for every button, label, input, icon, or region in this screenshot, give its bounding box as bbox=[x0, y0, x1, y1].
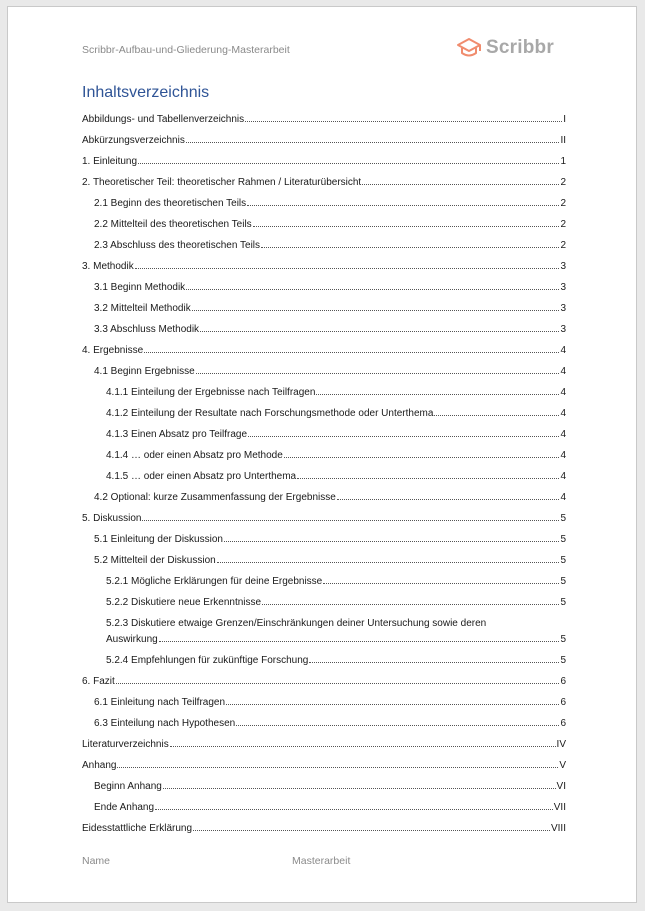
dot-leader bbox=[217, 561, 560, 563]
toc-entry-text: 3.2 Mittelteil Methodik bbox=[94, 303, 191, 314]
toc-entry[interactable] bbox=[82, 645, 566, 666]
table-of-contents bbox=[82, 104, 566, 834]
document-page bbox=[7, 6, 637, 903]
toc-entry-text: 3. Methodik bbox=[82, 261, 134, 272]
toc-page-number: 5 bbox=[560, 576, 566, 587]
toc-entry-text: 5.2.3 Diskutiere etwaige Grenzen/Einschränkungen deiner Untersuchung sowie deren bbox=[106, 618, 487, 629]
toc-page-number: 2 bbox=[560, 177, 566, 188]
dot-leader bbox=[138, 162, 559, 164]
dot-leader bbox=[316, 393, 559, 395]
toc-entry[interactable] bbox=[82, 440, 566, 461]
toc-entry[interactable] bbox=[82, 771, 566, 792]
toc-page-number: 5 bbox=[560, 555, 566, 566]
toc-page-number: 6 bbox=[560, 676, 566, 687]
toc-page-number: 4 bbox=[560, 450, 566, 461]
footer-title: Masterarbeit bbox=[292, 855, 351, 867]
toc-entry[interactable] bbox=[82, 104, 566, 125]
toc-page-number: 5 bbox=[560, 655, 566, 666]
dot-leader bbox=[116, 682, 560, 684]
toc-entry-text: Eidesstattliche Erklärung bbox=[82, 823, 193, 834]
scribbr-logo bbox=[456, 37, 554, 59]
dot-leader bbox=[192, 309, 560, 311]
toc-page-number: 3 bbox=[560, 324, 566, 335]
toc-entry-text: 4.1.5 … oder einen Absatz pro Unterthema bbox=[106, 471, 297, 482]
dot-leader bbox=[163, 787, 556, 789]
toc-entry-text: Anhang bbox=[82, 760, 117, 771]
toc-entry-text: 4.1.4 … oder einen Absatz pro Methode bbox=[106, 450, 283, 461]
dot-leader bbox=[434, 414, 559, 416]
dot-leader bbox=[226, 703, 559, 705]
toc-entry[interactable] bbox=[82, 377, 566, 398]
dot-leader bbox=[186, 288, 559, 290]
toc-entry-text: 4.1 Beginn Ergebnisse bbox=[94, 366, 195, 377]
toc-page-number: 4 bbox=[560, 387, 566, 398]
toc-page-number: IV bbox=[556, 739, 566, 750]
toc-entry[interactable] bbox=[82, 813, 566, 834]
toc-entry[interactable] bbox=[82, 461, 566, 482]
toc-entry-text: 6.3 Einteilung nach Hypothesen bbox=[94, 718, 236, 729]
toc-page-number: 2 bbox=[560, 240, 566, 251]
logo-text: Scribbr bbox=[486, 37, 554, 58]
dot-leader bbox=[284, 456, 560, 458]
toc-page-number: 6 bbox=[560, 718, 566, 729]
dot-leader bbox=[248, 435, 559, 437]
toc-entry[interactable] bbox=[82, 666, 566, 687]
toc-entry-text-continued: Auswirkung bbox=[106, 634, 158, 645]
toc-entry-text: 1. Einleitung bbox=[82, 156, 138, 167]
toc-page-number: 2 bbox=[560, 219, 566, 230]
toc-entry[interactable] bbox=[82, 792, 566, 813]
toc-entry-text: 3.1 Beginn Methodik bbox=[94, 282, 186, 293]
toc-page-number: II bbox=[560, 135, 566, 146]
toc-entry[interactable] bbox=[82, 608, 566, 645]
toc-entry[interactable] bbox=[82, 482, 566, 503]
toc-entry[interactable] bbox=[82, 146, 566, 167]
toc-entry-text: Abkürzungsverzeichnis bbox=[82, 135, 185, 146]
toc-heading: Inhaltsverzeichnis bbox=[82, 84, 210, 101]
toc-page-number: V bbox=[559, 760, 566, 771]
toc-entry-text: 5. Diskussion bbox=[82, 513, 142, 524]
dot-leader bbox=[117, 766, 558, 768]
toc-entry[interactable] bbox=[82, 687, 566, 708]
dot-leader bbox=[262, 603, 559, 605]
toc-entry[interactable] bbox=[82, 125, 566, 146]
toc-page-number: 3 bbox=[560, 261, 566, 272]
toc-page-number: 5 bbox=[560, 513, 566, 524]
toc-page-number: 3 bbox=[560, 303, 566, 314]
toc-entry[interactable] bbox=[82, 503, 566, 524]
toc-page-number: 4 bbox=[560, 345, 566, 356]
dot-leader bbox=[155, 808, 553, 810]
toc-page-number: 6 bbox=[560, 697, 566, 708]
dot-leader bbox=[247, 204, 559, 206]
toc-entry[interactable] bbox=[82, 335, 566, 356]
toc-page-number: 1 bbox=[560, 156, 566, 167]
toc-page-number: 4 bbox=[560, 471, 566, 482]
toc-page-number: 3 bbox=[560, 282, 566, 293]
dot-leader bbox=[236, 724, 559, 726]
toc-page-number: 5 bbox=[560, 634, 566, 645]
dot-leader bbox=[186, 141, 560, 143]
toc-entry-text: 4.2 Optional: kurze Zusammenfassung der Ergebnisse bbox=[94, 492, 336, 503]
toc-entry[interactable] bbox=[82, 545, 566, 566]
toc-page-number: 5 bbox=[560, 534, 566, 545]
toc-entry-text: 5.2.2 Diskutiere neue Erkenntnisse bbox=[106, 597, 262, 608]
toc-entry[interactable] bbox=[82, 293, 566, 314]
toc-entry-text: 4.1.1 Einteilung der Ergebnisse nach Teilfragen bbox=[106, 387, 316, 398]
dot-leader bbox=[261, 246, 559, 248]
toc-page-number: I bbox=[563, 114, 566, 125]
toc-entry[interactable] bbox=[82, 188, 566, 209]
dot-leader bbox=[196, 372, 560, 374]
toc-entry-text: 5.2.4 Empfehlungen für zukünftige Forschung bbox=[106, 655, 309, 666]
dot-leader bbox=[362, 183, 559, 185]
toc-entry-text: Beginn Anhang bbox=[94, 781, 162, 792]
toc-entry-text: 2.3 Abschluss des theoretischen Teils bbox=[94, 240, 261, 251]
dot-leader bbox=[297, 477, 559, 479]
dot-leader bbox=[142, 519, 559, 521]
toc-entry-text: 2. Theoretischer Teil: theoretischer Rahmen / Literaturübersicht bbox=[82, 177, 362, 188]
toc-entry[interactable] bbox=[82, 272, 566, 293]
header-title: Scribbr-Aufbau-und-Gliederung-Masterarbeit bbox=[82, 44, 290, 56]
toc-entry[interactable] bbox=[82, 587, 566, 608]
toc-entry-text: Literaturverzeichnis bbox=[82, 739, 169, 750]
toc-entry-text: 5.1 Einleitung der Diskussion bbox=[94, 534, 223, 545]
dot-leader bbox=[245, 120, 562, 122]
toc-page-number: 2 bbox=[560, 198, 566, 209]
toc-entry-text: Abbildungs- und Tabellenverzeichnis bbox=[82, 114, 245, 125]
toc-page-number: 4 bbox=[560, 408, 566, 419]
toc-page-number: VII bbox=[553, 802, 566, 813]
toc-entry-text: 4.1.2 Einteilung der Resultate nach Forschungsmethode oder Unterthema bbox=[106, 408, 434, 419]
toc-entry-text: 6.1 Einleitung nach Teilfragen bbox=[94, 697, 226, 708]
toc-entry-text: 2.1 Beginn des theoretischen Teils bbox=[94, 198, 247, 209]
toc-entry-text: Ende Anhang bbox=[94, 802, 155, 813]
toc-entry-text: 4.1.3 Einen Absatz pro Teilfrage bbox=[106, 429, 248, 440]
toc-entry[interactable] bbox=[82, 398, 566, 419]
toc-entry-text: 5.2.1 Mögliche Erklärungen für deine Ergebnisse bbox=[106, 576, 323, 587]
dot-leader bbox=[193, 829, 550, 831]
scribbr-logo-icon bbox=[456, 37, 482, 59]
toc-entry[interactable] bbox=[82, 729, 566, 750]
toc-entry-text: 5.2 Mittelteil der Diskussion bbox=[94, 555, 216, 566]
toc-page-number: 5 bbox=[560, 597, 566, 608]
toc-entry-text: 3.3 Abschluss Methodik bbox=[94, 324, 200, 335]
dot-leader bbox=[253, 225, 560, 227]
toc-page-number: 4 bbox=[560, 429, 566, 440]
toc-entry[interactable] bbox=[82, 419, 566, 440]
toc-entry[interactable] bbox=[82, 356, 566, 377]
dot-leader bbox=[200, 330, 559, 332]
toc-page-number: 4 bbox=[560, 492, 566, 503]
toc-entry-text: 4. Ergebnisse bbox=[82, 345, 144, 356]
footer-name: Name bbox=[82, 855, 111, 867]
toc-entry[interactable] bbox=[82, 251, 566, 272]
toc-entry-text: 6. Fazit bbox=[82, 676, 115, 687]
toc-entry[interactable] bbox=[82, 230, 566, 251]
toc-entry[interactable] bbox=[82, 209, 566, 230]
dot-leader bbox=[170, 745, 556, 747]
toc-page-number: VIII bbox=[550, 823, 566, 834]
toc-entry[interactable] bbox=[82, 314, 566, 335]
dot-leader bbox=[144, 351, 559, 353]
dot-leader bbox=[159, 640, 560, 642]
dot-leader bbox=[135, 267, 560, 269]
toc-entry[interactable] bbox=[82, 524, 566, 545]
toc-entry[interactable] bbox=[82, 750, 566, 771]
dot-leader bbox=[224, 540, 559, 542]
toc-entry[interactable] bbox=[82, 708, 566, 729]
dot-leader bbox=[309, 661, 559, 663]
toc-page-number: VI bbox=[556, 781, 566, 792]
toc-entry[interactable] bbox=[82, 566, 566, 587]
toc-entry-text: 2.2 Mittelteil des theoretischen Teils bbox=[94, 219, 252, 230]
dot-leader bbox=[337, 498, 560, 500]
toc-entry[interactable] bbox=[82, 167, 566, 188]
toc-page-number: 4 bbox=[560, 366, 566, 377]
dot-leader bbox=[323, 582, 559, 584]
